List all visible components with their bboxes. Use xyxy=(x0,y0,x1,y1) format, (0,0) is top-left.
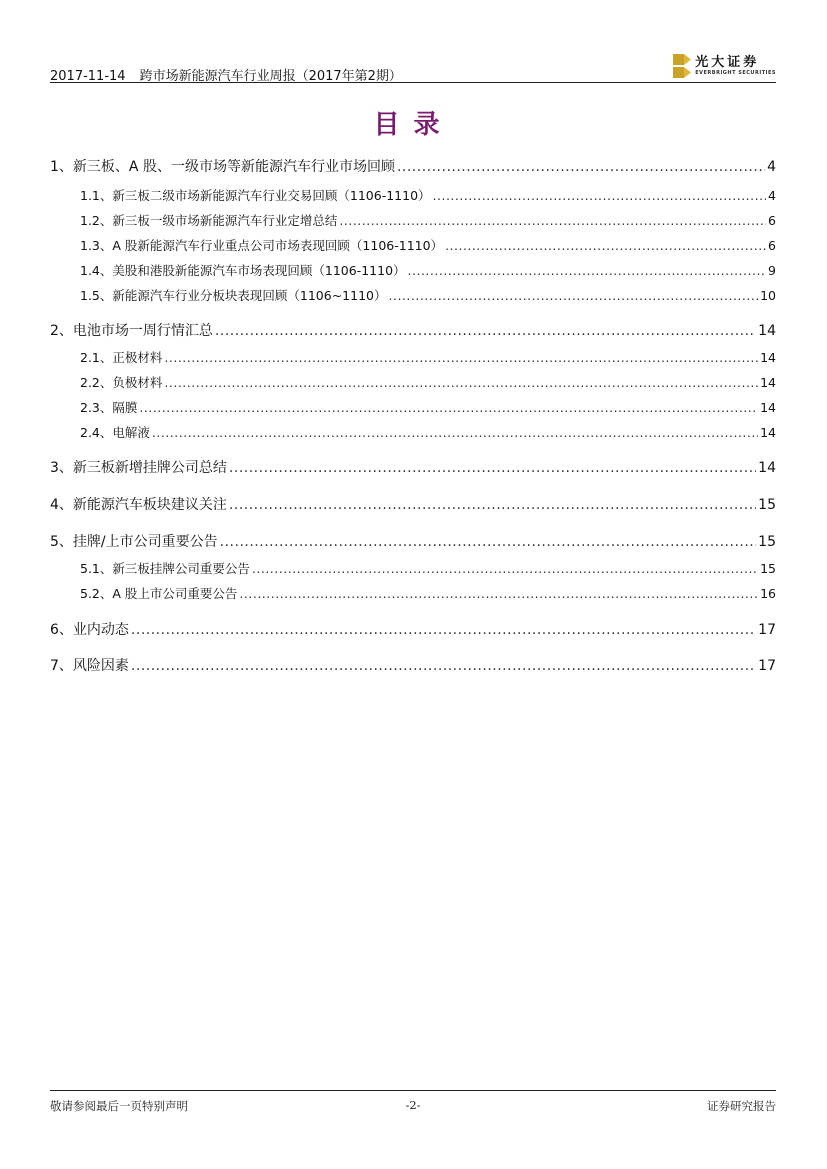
toc-entry-page: 17 xyxy=(758,658,776,674)
toc-leader-dots xyxy=(252,561,758,576)
toc-entry-number: 2.4、 xyxy=(80,425,113,440)
toc-entry[interactable] xyxy=(50,398,776,416)
toc-leader-dots xyxy=(339,213,766,228)
header-date: 2017-11-14 xyxy=(50,69,126,84)
toc-entry-number: 3、 xyxy=(50,460,73,476)
toc-entry-number: 5.2、 xyxy=(80,586,113,601)
toc-leader-dots xyxy=(433,188,767,203)
toc-entry-number: 5、 xyxy=(50,534,73,550)
toc-entry[interactable] xyxy=(50,186,776,204)
toc-entry-page: 14 xyxy=(760,350,776,365)
toc-entry-label: A 股新能源汽车行业重点公司市场表现回顾（1106-1110） xyxy=(112,238,444,253)
toc-entry-number: 2.1、 xyxy=(80,350,113,365)
toc-entry-number: 2.3、 xyxy=(80,400,113,415)
toc-entry-label: 新三板二级市场新能源汽车行业交易回顾（1106-1110） xyxy=(112,188,431,203)
header-report-title: 跨市场新能源汽车行业周报（2017年第2期） xyxy=(139,69,402,84)
toc-entry[interactable] xyxy=(50,320,776,340)
toc-entry[interactable] xyxy=(50,559,776,577)
toc-leader-dots xyxy=(131,658,756,674)
toc-entry-page: 10 xyxy=(760,288,776,303)
toc-entry-page: 15 xyxy=(760,561,776,576)
toc-entry-label: 正极材料 xyxy=(112,350,163,365)
company-logo xyxy=(673,52,776,80)
footer-report-type: 证券研究报告 xyxy=(707,1099,776,1113)
toc-entry-label: 风险因素 xyxy=(72,658,129,674)
toc-entry[interactable] xyxy=(50,494,776,514)
toc-entry-label: 新三板挂牌公司重要公告 xyxy=(112,561,250,576)
toc-leader-dots xyxy=(139,400,758,415)
toc-entry-number: 5.1、 xyxy=(80,561,113,576)
toc-entry[interactable] xyxy=(50,261,776,279)
toc-entry-page: 16 xyxy=(760,586,776,601)
toc-entry-number: 1.2、 xyxy=(80,213,113,228)
toc-leader-dots xyxy=(229,497,756,513)
toc-leader-dots xyxy=(152,425,758,440)
toc-entry-label: 隔膜 xyxy=(112,400,138,415)
toc-entry-number: 6、 xyxy=(50,622,73,638)
toc-entry-page: 15 xyxy=(758,497,776,513)
toc-leader-dots xyxy=(397,159,765,175)
toc-entry-page: 17 xyxy=(758,622,776,638)
toc-entry-page: 6 xyxy=(768,238,776,253)
toc-title: 目录 xyxy=(373,110,454,140)
toc-entry-number: 1.4、 xyxy=(80,263,113,278)
toc-entry-number: 7、 xyxy=(50,658,73,674)
toc-entry-label: 新能源汽车板块建议关注 xyxy=(72,497,227,513)
toc-entry-page: 6 xyxy=(768,213,776,228)
toc-entry-label: 新三板、A 股、一级市场等新能源汽车行业市场回顾 xyxy=(72,159,395,175)
toc-entry[interactable] xyxy=(50,457,776,477)
toc-entry-label: 美股和港股新能源汽车市场表现回顾（1106-1110） xyxy=(112,263,406,278)
toc-entry[interactable] xyxy=(50,619,776,639)
toc-leader-dots xyxy=(239,586,758,601)
toc-entry[interactable] xyxy=(50,211,776,229)
toc-entry-number: 1.1、 xyxy=(80,188,113,203)
toc-entry-page: 14 xyxy=(760,425,776,440)
toc-entry-page: 14 xyxy=(758,323,776,339)
toc-entry[interactable] xyxy=(50,655,776,675)
toc-entry-label: 业内动态 xyxy=(72,622,129,638)
toc-leader-dots xyxy=(408,263,767,278)
toc-entry-page: 4 xyxy=(767,159,776,175)
logo-english-name: EVERBRIGHT SECURITIES xyxy=(695,69,776,76)
toc-entry[interactable] xyxy=(50,348,776,366)
toc-entry-label: 挂牌/上市公司重要公告 xyxy=(72,534,218,550)
toc-leader-dots xyxy=(164,375,758,390)
toc-entry-number: 2、 xyxy=(50,323,73,339)
toc-entry[interactable] xyxy=(50,156,776,176)
toc-entry-label: 负极材料 xyxy=(112,375,163,390)
toc-entry[interactable] xyxy=(50,236,776,254)
toc-entry-number: 1.3、 xyxy=(80,238,113,253)
toc-leader-dots xyxy=(389,288,759,303)
toc-entry[interactable] xyxy=(50,286,776,304)
toc-entry-page: 14 xyxy=(760,400,776,415)
toc-entry-number: 1.5、 xyxy=(80,288,113,303)
toc-entry-number: 2.2、 xyxy=(80,375,113,390)
page-footer xyxy=(50,1090,776,1120)
toc-leader-dots xyxy=(445,238,766,253)
toc-entry-page: 15 xyxy=(758,534,776,550)
toc-entry-label: 电解液 xyxy=(112,425,150,440)
toc-leader-dots xyxy=(220,534,757,550)
toc-leader-dots xyxy=(131,622,756,638)
header-divider xyxy=(50,82,776,83)
toc-entry[interactable] xyxy=(50,373,776,391)
toc-entry-label: 新三板新增挂牌公司总结 xyxy=(72,460,227,476)
toc-entry-page: 4 xyxy=(768,188,776,203)
page-header xyxy=(50,52,776,82)
toc-leader-dots xyxy=(164,350,758,365)
toc-entry-page: 14 xyxy=(760,375,776,390)
toc-leader-dots xyxy=(215,323,756,339)
footer-disclaimer: 敬请参阅最后一页特别声明 xyxy=(50,1099,188,1113)
page-number: -2- xyxy=(405,1098,421,1112)
toc-entry-page: 14 xyxy=(758,460,776,476)
toc-entry-label: 新三板一级市场新能源汽车行业定增总结 xyxy=(112,213,338,228)
toc-entry[interactable] xyxy=(50,423,776,441)
toc-entry-label: A 股上市公司重要公告 xyxy=(112,586,238,601)
toc-entry[interactable] xyxy=(50,531,776,551)
footer-divider xyxy=(50,1090,776,1091)
toc-entry-label: 电池市场一周行情汇总 xyxy=(72,323,213,339)
logo-chinese-name: 光大证券 xyxy=(695,54,760,70)
toc-entry-page: 9 xyxy=(768,263,776,278)
toc-entry[interactable] xyxy=(50,584,776,602)
logo-mark-icon xyxy=(673,54,691,78)
toc-entry-number: 4、 xyxy=(50,497,73,513)
toc-leader-dots xyxy=(229,460,756,476)
toc-entry-label: 新能源汽车行业分板块表现回顾（1106~1110） xyxy=(112,288,387,303)
toc-entry-number: 1、 xyxy=(50,159,73,175)
